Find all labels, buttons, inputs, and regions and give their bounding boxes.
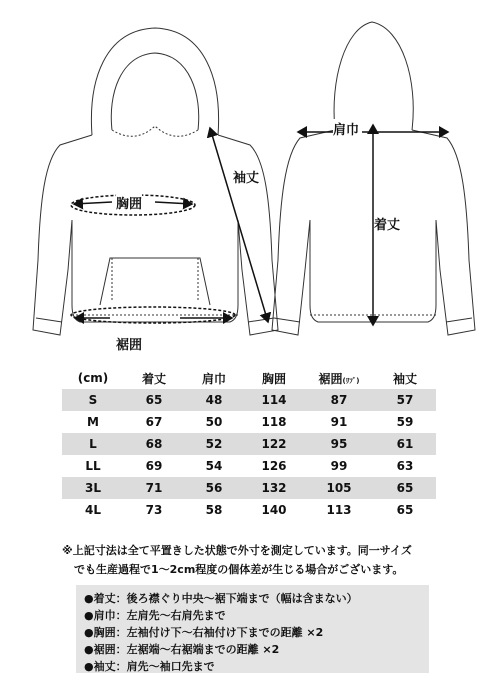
value-cell: 67 bbox=[145, 415, 163, 429]
sleeve-arrow bbox=[210, 128, 268, 322]
value-cell: 113 bbox=[326, 503, 352, 517]
hem-header-suffix: (ﾘﾌﾞ) bbox=[342, 376, 360, 385]
value-cell: 140 bbox=[261, 503, 287, 517]
table-row bbox=[62, 389, 436, 411]
size-cell: S bbox=[62, 389, 124, 411]
value-cell: 61 bbox=[374, 433, 436, 455]
value-cell: 65 bbox=[124, 389, 184, 411]
value-cell: 73 bbox=[145, 503, 163, 517]
value-cell: 118 bbox=[261, 415, 287, 429]
size-cell: 4L bbox=[85, 503, 101, 517]
chest-label: 胸囲 bbox=[116, 193, 142, 212]
sleeve-label: 袖丈 bbox=[233, 171, 260, 186]
value-cell: 87 bbox=[304, 389, 374, 411]
chest-arrow-left bbox=[74, 202, 112, 204]
table-row bbox=[62, 455, 436, 477]
chest-arrow-right bbox=[155, 202, 192, 204]
value-cell: 63 bbox=[396, 459, 414, 473]
size-cell: L bbox=[62, 433, 124, 455]
value-cell: 132 bbox=[244, 477, 304, 499]
value-cell: 57 bbox=[374, 389, 436, 411]
table-row bbox=[62, 433, 436, 455]
value-cell: 68 bbox=[124, 433, 184, 455]
length-label: 着丈 bbox=[374, 214, 400, 233]
table-row bbox=[62, 499, 436, 521]
value-cell: 105 bbox=[304, 477, 374, 499]
sleeve-header: 袖丈 bbox=[374, 367, 436, 389]
note-line: でも生産過程で1〜2cm程度の個体差が生じる場合がございます。 bbox=[74, 563, 404, 576]
value-cell: 54 bbox=[205, 459, 223, 473]
value-cell: 114 bbox=[244, 389, 304, 411]
value-cell: 126 bbox=[261, 459, 287, 473]
hem-label: 裾囲 bbox=[116, 338, 143, 353]
size-cell: 3L bbox=[62, 477, 124, 499]
value-cell: 56 bbox=[184, 477, 244, 499]
table-row bbox=[62, 411, 436, 433]
size-table bbox=[62, 367, 436, 521]
size-cell: M bbox=[87, 415, 99, 429]
chest-header: 胸囲 bbox=[244, 367, 304, 389]
size-cell: LL bbox=[85, 459, 101, 473]
value-cell: 59 bbox=[396, 415, 414, 429]
legend-item: ●着丈：後ろ襟ぐり中央〜裾下端まで（幅は含まない） bbox=[84, 592, 358, 605]
note-line: ※上記寸法は全て平置きした状態で外寸を測定しています。同一サイズ bbox=[62, 544, 412, 557]
legend-item: ●胸囲：左袖付け下〜右袖付け下までの距離 ×2 bbox=[84, 626, 324, 639]
hem-header-text: 裾囲 bbox=[318, 371, 343, 386]
measurement-note bbox=[62, 541, 412, 579]
table-row bbox=[62, 477, 436, 499]
shoulder-label: 肩巾 bbox=[333, 119, 359, 138]
value-cell: 48 bbox=[184, 389, 244, 411]
length-header: 着丈 bbox=[124, 367, 184, 389]
value-cell: 95 bbox=[304, 433, 374, 455]
value-cell: 99 bbox=[330, 459, 348, 473]
value-cell: 50 bbox=[205, 415, 223, 429]
value-cell: 52 bbox=[184, 433, 244, 455]
value-cell: 58 bbox=[205, 503, 223, 517]
legend-item: ●肩巾：左肩先〜右肩先まで bbox=[84, 609, 226, 622]
shoulder-header: 肩巾 bbox=[184, 367, 244, 389]
hem-header bbox=[304, 367, 374, 389]
size-table-header bbox=[62, 367, 436, 389]
value-cell: 122 bbox=[244, 433, 304, 455]
legend-item: ●袖丈：肩先〜袖口先まで bbox=[84, 660, 215, 673]
legend-item: ●裾囲：左裾端〜右裾端までの距離 ×2 bbox=[84, 643, 280, 656]
value-cell: 91 bbox=[330, 415, 348, 429]
value-cell: 71 bbox=[124, 477, 184, 499]
unit-header: (cm) bbox=[62, 367, 124, 389]
value-cell: 65 bbox=[396, 503, 414, 517]
value-cell: 69 bbox=[145, 459, 163, 473]
measurement-legend bbox=[76, 585, 429, 673]
value-cell: 65 bbox=[374, 477, 436, 499]
